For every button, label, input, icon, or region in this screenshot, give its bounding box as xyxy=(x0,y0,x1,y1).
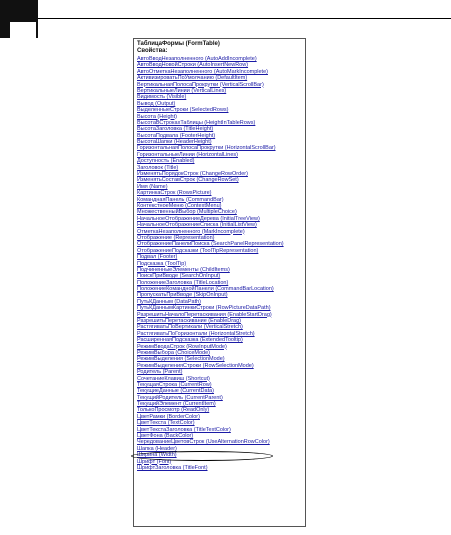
property-link[interactable]: ОтметкаНезаполненного (MarkIncomplete) xyxy=(137,228,245,235)
property-link[interactable]: НачальноеОтображениеСписка (InitialListView) xyxy=(137,222,257,229)
panel-subtitle: Свойства: xyxy=(137,48,168,54)
property-link[interactable]: Заголовок (Title) xyxy=(137,164,179,171)
property-link[interactable]: ЦветФона (BackColor) xyxy=(137,433,194,440)
property-link[interactable]: ТекущаяСтрока (CurrentRow) xyxy=(137,381,212,388)
property-link[interactable]: ПоискПриВводе (SearchOnInput) xyxy=(137,273,221,280)
property-link[interactable]: ПропускатьПриВводе (SkipOnInput) xyxy=(137,292,228,299)
property-link[interactable]: ВертикальныеЛинии (VerticalLines) xyxy=(137,87,227,94)
property-link[interactable]: РастягиватьПоВертикали (VerticalStretch) xyxy=(137,324,243,331)
corner-notch xyxy=(10,22,36,38)
property-link[interactable]: РежимВыбора (ChoiceMode) xyxy=(137,349,210,356)
property-link[interactable]: ОтображениеПодсказки (ToolTipRepresentation) xyxy=(137,247,259,254)
property-link[interactable]: ТекущийРодитель (CurrentParent) xyxy=(137,394,223,401)
highlight-ellipse xyxy=(131,451,273,461)
property-link[interactable]: ГоризонтальныеЛинии (HorizontalLines) xyxy=(137,151,238,158)
property-link[interactable]: Доступность (Enabled) xyxy=(137,158,195,165)
property-link[interactable]: Высота (Height) xyxy=(137,113,177,120)
property-link[interactable]: ТекущийЭлемент (CurrentItem) xyxy=(137,401,216,408)
property-link[interactable]: ЦветТекста (TextColor) xyxy=(137,420,195,427)
property-link[interactable]: АвтоВводНезаполненного (AutoAddIncomplete) xyxy=(137,56,257,62)
property-link[interactable]: ТолькоПросмотр (ReadOnly) xyxy=(137,407,210,414)
property-link[interactable]: АвтоВводНовойСтроки (AutoInsertNewRow) xyxy=(137,62,249,69)
property-link[interactable]: Имя (Name) xyxy=(137,183,168,190)
property-link[interactable]: ВертикальнаяПолосаПрокрутки (VerticalScrollBar) xyxy=(137,81,264,88)
property-link[interactable]: ВыделенныеСтроки (SelectedRows) xyxy=(137,107,229,114)
property-link[interactable]: ШрифтЗаголовка (TitleFont) xyxy=(137,465,208,471)
property-link[interactable]: Видимость (Visible) xyxy=(137,94,187,101)
property-link[interactable]: РежимВыделенияСтроки (RowSelectionMode) xyxy=(137,362,254,369)
property-link[interactable]: НачальноеОтображениеДерева (InitialTreeView) xyxy=(137,215,260,222)
property-link[interactable]: ОтображениеПанелиПоиска (SearchPanelRepresentation) xyxy=(137,241,284,248)
property-list xyxy=(137,56,302,471)
property-link[interactable]: Шапка (Header) xyxy=(137,445,177,452)
property-link[interactable]: ПоложениеЗаголовка (TitleLocation) xyxy=(137,279,229,286)
property-link[interactable]: ЦветРамки (BorderColor) xyxy=(137,413,200,420)
property-link[interactable]: Родитель (Parent) xyxy=(137,369,183,376)
property-link[interactable]: КонтекстноеМеню (ContextMenu) xyxy=(137,202,222,209)
property-link[interactable]: ЦветТекстаЗаголовка (TitleTextColor) xyxy=(137,426,231,433)
property-link[interactable]: АвтоОтметкаНезаполненного (AutoMarkIncomplete) xyxy=(137,68,268,75)
property-link[interactable]: ИзменятьСоставСтрок (ChangeRowSet) xyxy=(137,177,239,184)
property-link[interactable]: Шрифт (Font) xyxy=(137,458,172,465)
property-link[interactable]: РежимВводаСтрок (RowInputMode) xyxy=(137,343,227,350)
property-link[interactable]: ПодчиненныеЭлементы (ChildItems) xyxy=(137,266,230,273)
property-link[interactable]: КартинкаСтрок (RowsPicture) xyxy=(137,190,212,197)
property-link[interactable]: ПутьКДаннымКартинкиСтроки (RowPictureDataPath) xyxy=(137,305,271,312)
property-link[interactable]: ИзменятьПорядокСтрок (ChangeRowOrder) xyxy=(137,171,248,178)
property-link[interactable]: Ширина (Width) xyxy=(137,452,177,459)
property-link[interactable]: ВысотаПодвала (FooterHeight) xyxy=(137,132,216,139)
property-link[interactable]: ЧередованиеЦветовСтрок (UseAlternationRowColor) xyxy=(137,439,270,446)
property-link[interactable]: Отображение (Representation) xyxy=(137,234,215,241)
property-link[interactable]: ПоложениеКоманднойПанели (CommandBarLocation) xyxy=(137,286,274,293)
panel-title: ТаблицаФормы (FormTable) xyxy=(137,41,220,47)
property-link[interactable]: МножественныйВыбор (MultipleChoice) xyxy=(137,209,237,216)
property-link[interactable]: РазрешитьПеретаскивание (EnableDrag) xyxy=(137,318,242,325)
property-link[interactable]: РазрешитьНачалоПеретаскивания (EnableStartDrag) xyxy=(137,311,272,318)
property-link[interactable]: Подсказка (ToolTip) xyxy=(137,260,187,267)
property-link[interactable]: КоманднаяПанель (CommandBar) xyxy=(137,196,224,203)
property-link[interactable]: ВысотаВСтрокахТаблицы (HeightInTableRows) xyxy=(137,119,256,126)
property-link[interactable]: ВысотаЗаголовка (TitleHeight) xyxy=(137,126,214,133)
property-link[interactable]: Вывод (Output) xyxy=(137,100,176,107)
property-link[interactable]: СочетаниеКлавиш (Shortcut) xyxy=(137,375,210,382)
property-link[interactable]: РежимВыделения (SelectionMode) xyxy=(137,356,225,363)
property-link[interactable]: РастягиватьПоГоризонтали (HorizontalStretch) xyxy=(137,330,255,337)
property-link[interactable]: ГоризонтальнаяПолосаПрокрутки (HorizontalScrollBar) xyxy=(137,145,276,152)
property-link[interactable]: АктивизироватьПоУмолчанию (DefaultItem) xyxy=(137,75,248,82)
property-link[interactable]: ПутьКДанным (DataPath) xyxy=(137,298,202,305)
property-link[interactable]: Подвал (Footer) xyxy=(137,254,178,261)
header-rule xyxy=(38,18,451,19)
property-link[interactable]: РасширеннаяПодсказка (ExtendedTooltip) xyxy=(137,337,243,344)
property-link[interactable]: ВысотаШапки (HeaderHeight) xyxy=(137,139,212,146)
property-link[interactable]: ТекущиеДанные (CurrentData) xyxy=(137,388,215,395)
